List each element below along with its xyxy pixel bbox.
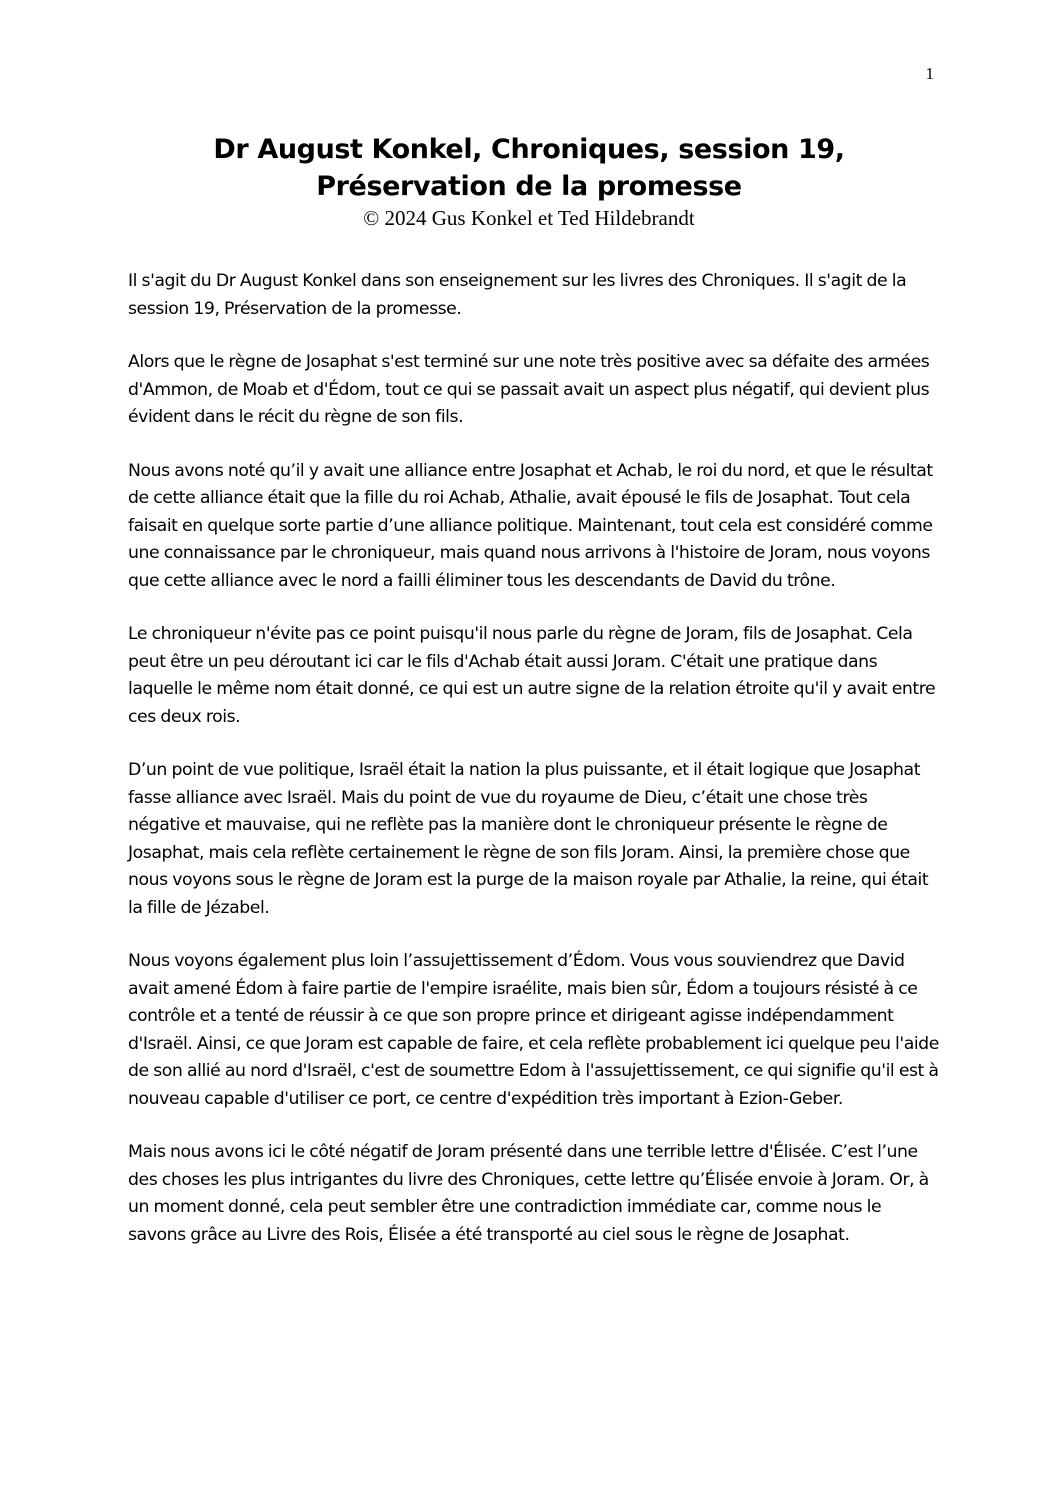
paragraph: Nous avons noté qu’il y avait une alliance entre Josaphat et Achab, le roi du nord, et que le résultat de cette alliance était que la fille du roi Achab, Athalie, avait épousé le fils de Josaphat. Tout cela faisait en quelque sorte partie d’une alliance politique. Maintenant, tout cela est considéré comme une connaissance par le chroniqueur, mais quand nous arrivons à l'histoire de Joram, nous voyons que cette alliance avec le nord a failli éliminer tous les descendants de David du trône. xyxy=(128,460,933,591)
paragraph: Le chroniqueur n'évite pas ce point puisqu'il nous parle du règne de Joram, fils de Josaphat. Cela peut être un peu déroutant ici car le fils d'Achab était aussi Joram. C'était une pratique dans laquelle le même nom était donné, ce qui est un autre signe de la relation étroite qu'il y avait entre ces deux rois. xyxy=(128,624,936,727)
page-number: 1 xyxy=(925,64,934,83)
document-header xyxy=(0,131,1058,231)
paragraph: Nous voyons également plus loin l’assujettissement d’Édom. Vous vous souviendrez que David avait amené Édom à faire partie de l'empire israélite, mais bien sûr, Édom a toujours résisté à ce contrôle et a tenté de réussir à ce que son propre prince et dirigeant agisse indépendamment d'Israël. Ainsi, ce que Joram est capable de faire, et cela reflète probablement ici quelque peu l'aide de son allié au nord d'Israël, c'est de soumettre Edom à l'assujettissement, ce qui signifie qu'il est à nouveau capable d'utiliser ce port, ce centre d'expédition très important à Ezion-Geber. xyxy=(128,951,939,1109)
paragraph: Alors que le règne de Josaphat s'est terminé sur une note très positive avec sa défaite des armées d'Ammon, de Moab et d'Édom, tout ce qui se passait avait un aspect plus négatif, qui devient plus évident dans le récit du règne de son fils. xyxy=(128,352,930,427)
page-title-line-2: Préservation de la promesse xyxy=(316,171,742,202)
paragraph: D’un point de vue politique, Israël était la nation la plus puissante, et il était logique que Josaphat fasse alliance avec Israël. Mais du point de vue du royaume de Dieu, c’était une chose très négative et mauvaise, qui ne reflète pas la manière dont le chroniqueur présente le règne de Josaphat, mais cela reflète certainement le règne de son fils Joram. Ainsi, la première chose que nous voyons sous le règne de Joram est la purge de la maison royale par Athalie, la reine, qui était la fille de Jézabel. xyxy=(128,760,929,918)
paragraph: Il s'agit du Dr August Konkel dans son enseignement sur les livres des Chroniques. Il s'agit de la session 19, Préservation de la promesse. xyxy=(128,271,907,319)
paragraph: Mais nous avons ici le côté négatif de Joram présenté dans une terrible lettre d'Élisée. C’est l’une des choses les plus intrigantes du livre des Chroniques, cette lettre qu’Élisée envoie à Joram. Or, à un moment donné, cela peut sembler être une contradiction immédiate car, comme nous le savons grâce au Livre des Rois, Élisée a été transporté au ciel sous le règne de Josaphat. xyxy=(128,1142,929,1245)
copyright-notice: © 2024 Gus Konkel et Ted Hildebrandt xyxy=(363,206,695,230)
page-title-line-1: Dr August Konkel, Chroniques, session 19, xyxy=(213,134,845,165)
document-body xyxy=(128,268,940,1275)
